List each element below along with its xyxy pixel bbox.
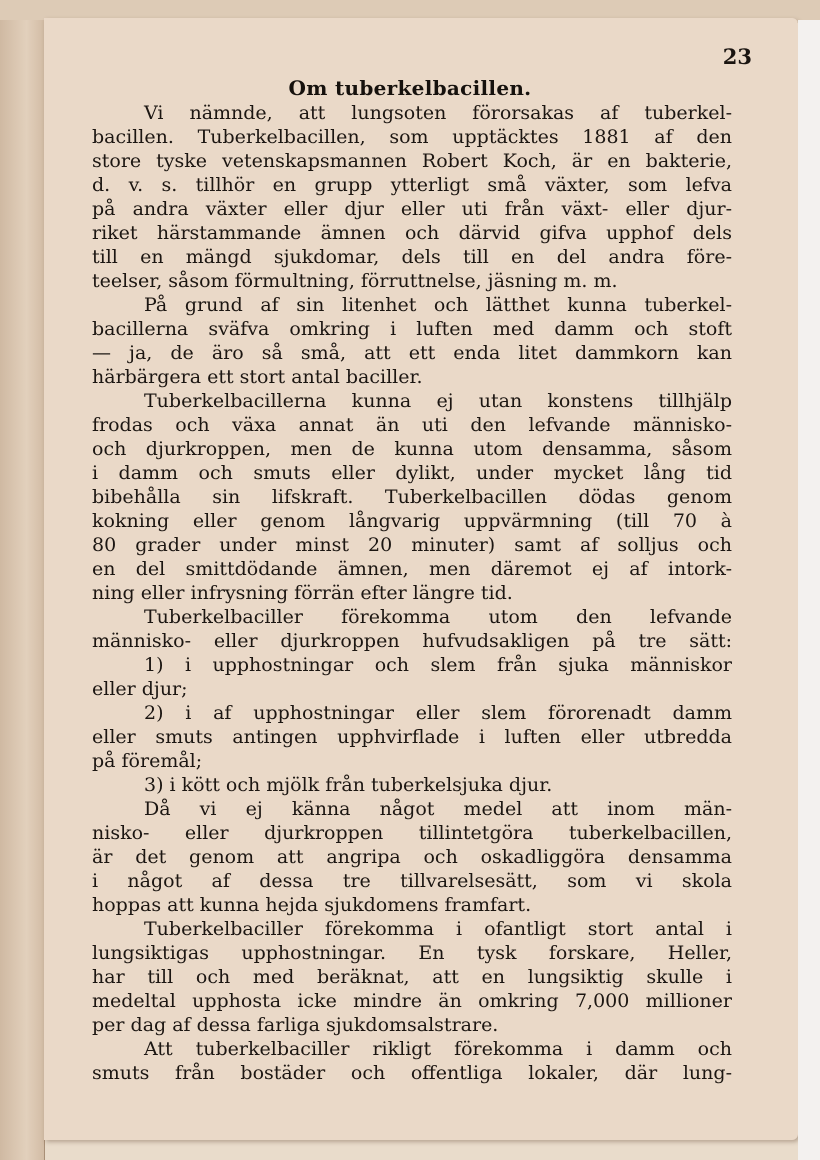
text-line: människo- eller djurkroppen hufvudsakligen på tre sätt: xyxy=(92,630,732,652)
text-line: är det genom att angripa och oskadliggöra densamma xyxy=(92,846,732,868)
text-line: kokning eller genom långvarig uppvärmning (till 70 à xyxy=(92,510,732,532)
text-line: per dag af dessa farliga sjukdomsalstrare. xyxy=(92,1014,499,1036)
text-line: Då vi ej känna något medel att inom män- xyxy=(144,798,732,820)
body-text xyxy=(92,101,732,1085)
text-line: bacillerna sväfva omkring i luften med damm och stoft xyxy=(92,318,732,340)
text-line: frodas och växa annat än uti den lefvande människo- xyxy=(92,414,732,436)
text-line: en del smittdödande ämnen, men däremot ej af intork- xyxy=(92,558,732,580)
text-line: Tuberkelbaciller förekomma i ofantligt stort antal i xyxy=(144,918,732,940)
text-line: 3) i kött och mjölk från tuberkelsjuka djur. xyxy=(144,774,553,796)
text-line: teelser, såsom förmultning, förruttnelse, jäsning m. m. xyxy=(92,270,618,292)
text-line: Tuberkelbacillerna kunna ej utan konstens tillhjälp xyxy=(144,390,732,412)
text-line: i något af dessa tre tillvarelsesätt, som vi skola xyxy=(92,870,732,892)
scan-margin xyxy=(798,20,820,1160)
page-number: 23 xyxy=(722,44,752,69)
text-line: ning eller infrysning förrän efter längre tid. xyxy=(92,582,513,604)
text-line: smuts från bostäder och offentliga lokaler, där lung- xyxy=(92,1062,732,1084)
text-line: på föremål; xyxy=(92,750,203,772)
text-line: 2) i af upphostningar eller slem förorenadt damm xyxy=(144,702,732,724)
text-line: store tyske vetenskapsmannen Robert Koch, är en bakterie, xyxy=(92,150,732,172)
text-line: har till och med beräknat, att en lungsiktig skulle i xyxy=(92,966,732,988)
text-line: i damm och smuts eller dylikt, under mycket lång tid xyxy=(92,462,732,484)
text-line: bacillen. Tuberkelbacillen, som upptäcktes 1881 af den xyxy=(92,126,732,148)
text-line: lungsiktigas upphostningar. En tysk forskare, Heller, xyxy=(92,942,732,964)
left-page-edge xyxy=(0,20,45,1160)
text-line: härbärgera ett stort antal baciller. xyxy=(92,366,423,388)
text-line: medeltal upphosta icke mindre än omkring 7,000 millioner xyxy=(92,990,732,1012)
text-line: bibehålla sin lifskraft. Tuberkelbacillen dödas genom xyxy=(92,486,732,508)
text-line: på andra växter eller djur eller uti från växt- eller djur- xyxy=(92,198,732,220)
text-line: — ja, de äro så små, att ett enda litet dammkorn kan xyxy=(92,342,732,364)
text-line: d. v. s. tillhör en grupp ytterligt små växter, som lefva xyxy=(92,174,732,196)
text-line: 1) i upphostningar och slem från sjuka människor xyxy=(144,654,732,676)
text-line: Att tuberkelbaciller rikligt förekomma i damm och xyxy=(144,1038,732,1060)
text-line: Tuberkelbaciller förekomma utom den lefvande xyxy=(144,606,732,628)
text-line: Vi nämnde, att lungsoten förorsakas af tuberkel- xyxy=(144,102,732,124)
text-line: till en mängd sjukdomar, dels till en del andra före- xyxy=(92,246,732,268)
chapter-heading: Om tuberkelbacillen. xyxy=(288,76,532,100)
text-line: 80 grader under minst 20 minuter) samt af solljus och xyxy=(92,534,732,556)
text-line: nisko- eller djurkroppen tillintetgöra tuberkelbacillen, xyxy=(92,822,732,844)
text-line: eller djur; xyxy=(92,678,188,700)
text-line: riket härstammande ämnen och därvid gifva upphof dels xyxy=(92,222,732,244)
text-line: eller smuts antingen upphvirflade i luften eller utbredda xyxy=(92,726,732,748)
text-line: och djurkroppen, men de kunna utom densamma, såsom xyxy=(92,438,732,460)
text-line: hoppas att kunna hejda sjukdomens framfart. xyxy=(92,894,532,916)
text-line: På grund af sin litenhet och lätthet kunna tuberkel- xyxy=(144,294,732,316)
